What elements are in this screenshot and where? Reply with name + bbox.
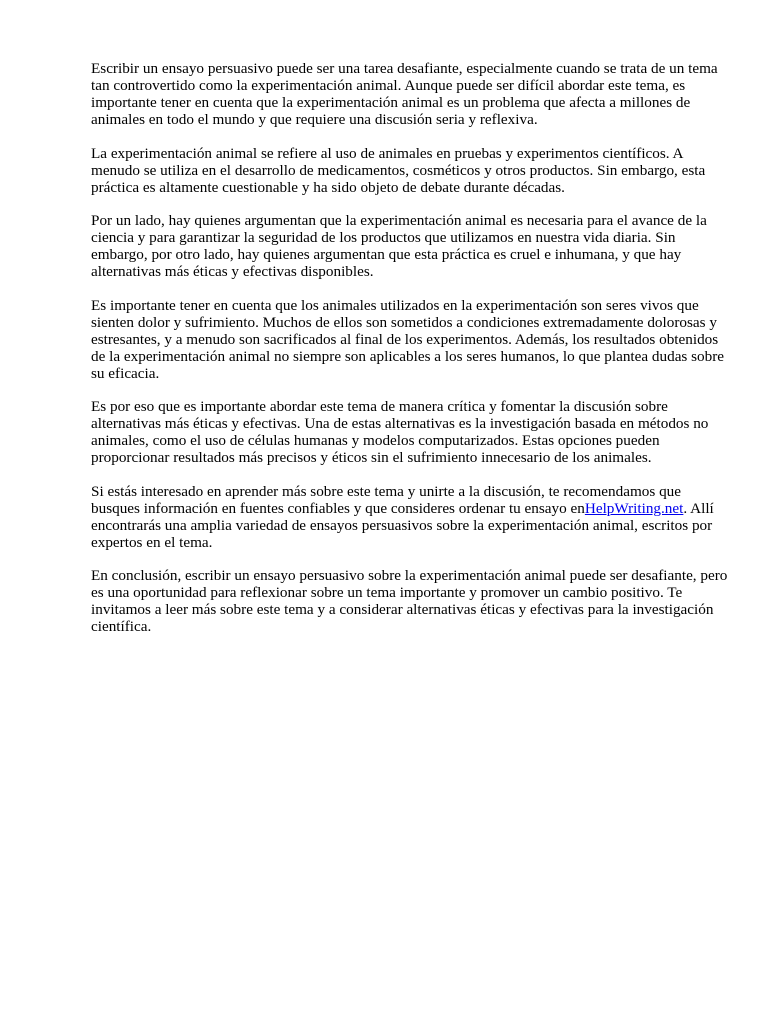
paragraph-conclusion: En conclusión, escribir un ensayo persuasivo sobre la experimentación animal puede ser desafiante, pero es una oportunidad para reflexionar sobre un tema importante y promover un cambio positivo. Te invitamos a leer más sobre este tema y a considerar alternativas éticas y efectivas para la investigación científica.	[91, 567, 728, 635]
recommendation-text-before: Si estás interesado en aprender más sobre este tema y unirte a la discusión, te recomendamos que busques información en fuentes confiables y que consideres ordenar tu ensayo en	[91, 482, 682, 517]
document-body	[91, 60, 731, 652]
helpwriting-link[interactable]: HelpWriting.net	[584, 499, 684, 517]
paragraph-intro: Escribir un ensayo persuasivo puede ser una tarea desafiante, especialmente cuando se trata de un tema tan controvertido como la experimentación animal. Aunque puede ser difícil abordar este tema, es importante tener en cuenta que la experimentación animal es un problema que afecta a millones de animales en todo el mundo y que requiere una discusión seria y reflexiva.	[91, 60, 718, 128]
paragraph-definition: La experimentación animal se refiere al uso de animales en pruebas y experimentos científicos. A menudo se utiliza en el desarrollo de medicamentos, cosméticos y otros productos. Sin embargo, esta práctica es altamente cuestionable y ha sido objeto de debate durante décadas.	[91, 144, 706, 196]
paragraph-arguments: Por un lado, hay quienes argumentan que la experimentación animal es necesaria para el avance de la ciencia y para garantizar la seguridad de los productos que utilizamos en nuestra vida diaria. Sin embargo, por otro lado, hay quienes argumentan que esta práctica es cruel e inhumana, y que hay alternativas más éticas y efectivas disponibles.	[91, 212, 707, 280]
paragraph-recommendation	[91, 483, 731, 551]
recommendation-text-after: . Allí encontrarás una amplia variedad de ensayos persuasivos sobre la experimentación animal, escritos por expertos en el tema.	[91, 499, 714, 551]
paragraph-alternatives: Es por eso que es importante abordar este tema de manera crítica y fomentar la discusión sobre alternativas más éticas y efectivas. Una de estas alternativas es la investigación basada en métodos no animales, como el uso de células humanas y modelos computarizados. Estas opciones pueden proporcionar resultados más precisos y éticos sin el sufrimiento innecesario de los animales.	[91, 398, 709, 466]
paragraph-suffering: Es importante tener en cuenta que los animales utilizados en la experimentación son seres vivos que sienten dolor y sufrimiento. Muchos de ellos son sometidos a condiciones extremadamente dolorosas y estresantes, y a menudo son sacrificados al final de los experimentos. Además, los resultados obtenidos de la experimentación animal no siempre son aplicables a los seres humanos, lo que plantea dudas sobre su eficacia.	[91, 296, 725, 382]
